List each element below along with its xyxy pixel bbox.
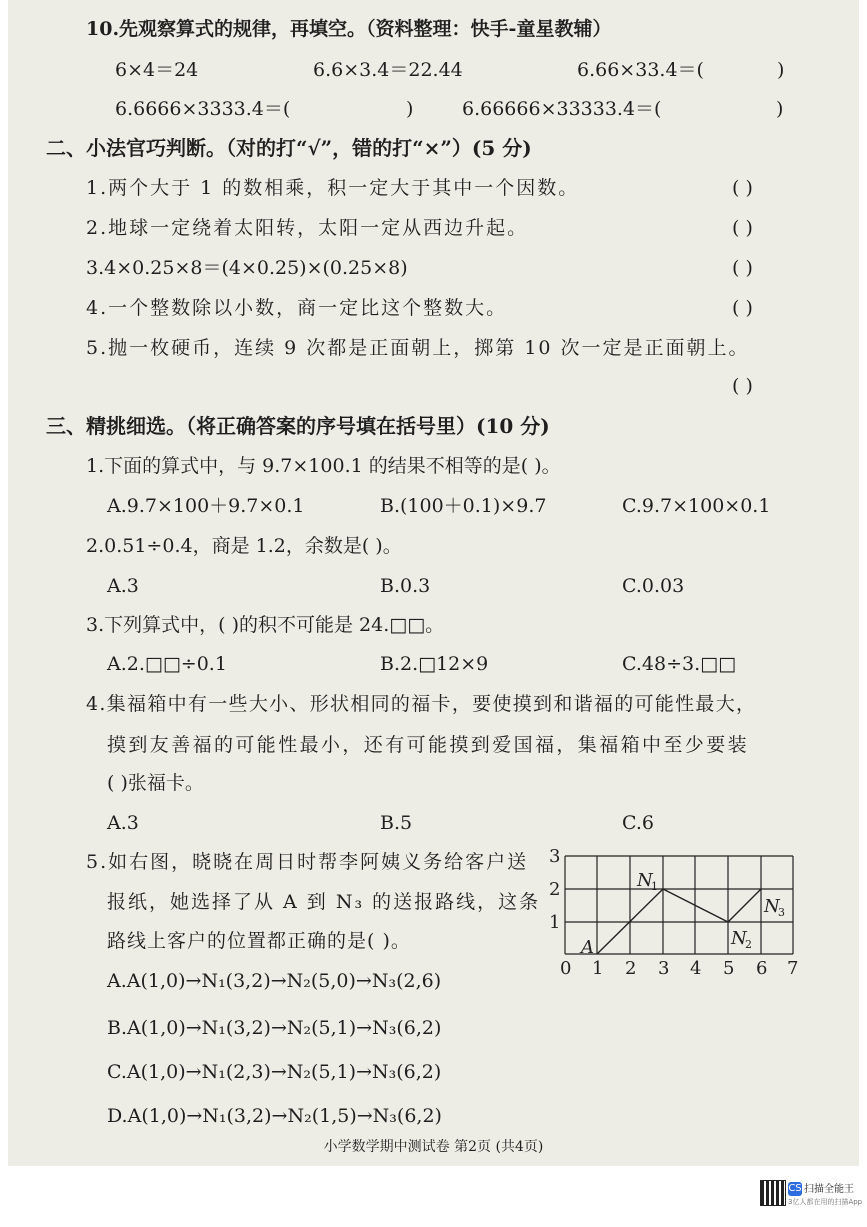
point-n3-sub: 3	[778, 906, 785, 919]
judge-answer-1[interactable]: ( )	[732, 177, 753, 199]
x-tick: 2	[625, 958, 637, 979]
q10-eq2: 6.6×3.4＝22.44	[313, 59, 463, 81]
choice-q4-line1: 4.集福箱中有一些大小、形状相同的福卡，要使摸到和谐福的可能性最大，	[86, 693, 757, 715]
judge-item-3: 3.4×0.25×8＝(4×0.25)×(0.25×8)	[86, 257, 408, 279]
judge-item-1: 1.两个大于 1 的数相乘，积一定大于其中一个因数。	[86, 177, 580, 199]
choice-q3-a[interactable]: A.2.□□÷0.1	[107, 653, 227, 675]
scanner-slogan: 3亿人都在用的扫描App	[788, 1198, 863, 1206]
q10-eq3-close: )	[777, 59, 785, 81]
point-n1-label: N	[637, 870, 653, 891]
choice-q3-stem: 3.下列算式中，( )的积不可能是 24.□□。	[86, 614, 445, 636]
x-tick: 4	[690, 958, 702, 979]
y-tick: 2	[549, 879, 561, 900]
q10-eq5: 6.66666×33333.4＝(	[462, 98, 662, 120]
choice-q1-b[interactable]: B.(100＋0.1)×9.7	[380, 495, 547, 517]
section3-header: 三、精挑细选。（将正确答案的序号填在括号里）(10 分)	[46, 414, 550, 438]
judge-answer-3[interactable]: ( )	[732, 257, 753, 279]
point-a-label: A	[581, 937, 594, 958]
judge-answer-4[interactable]: ( )	[732, 297, 753, 319]
choice-q3-b[interactable]: B.2.□12×9	[380, 653, 489, 675]
q10-eq4-close: )	[406, 98, 414, 120]
choice-q4-line3: ( )张福卡。	[107, 772, 204, 794]
point-n3-label: N	[764, 896, 780, 917]
point-n2-sub: 2	[745, 938, 752, 951]
choice-q4-line2: 摸到友善福的可能性最小，还有可能摸到爱国福，集福箱中至少要装	[107, 734, 750, 756]
judge-answer-5[interactable]: ( )	[732, 375, 753, 397]
x-tick: 0	[560, 958, 572, 979]
x-tick: 3	[658, 958, 670, 979]
point-n1-sub: 1	[651, 880, 658, 893]
choice-q1-a[interactable]: A.9.7×100＋9.7×0.1	[107, 495, 305, 517]
judge-item-4: 4.一个整数除以小数，商一定比这个整数大。	[86, 297, 508, 319]
route-grid-figure	[547, 842, 807, 982]
q10-eq4: 6.6666×3333.4＝(	[115, 98, 291, 120]
choice-q1-stem: 1.下面的算式中，与 9.7×100.1 的结果不相等的是( )。	[86, 455, 561, 477]
choice-q5-a[interactable]: A.A(1,0)→N₁(3,2)→N₂(5,0)→N₃(2,6)	[107, 970, 442, 992]
choice-q4-c[interactable]: C.6	[622, 812, 654, 834]
choice-q2-stem: 2.0.51÷0.4，商是 1.2，余数是( )。	[86, 535, 402, 557]
scanner-logo-icon: CS	[788, 1183, 802, 1194]
choice-q2-c[interactable]: C.0.03	[622, 575, 685, 597]
judge-answer-2[interactable]: ( )	[732, 217, 753, 239]
q10-title: 10.先观察算式的规律，再填空。（资料整理：快手-童星教辅）	[86, 18, 612, 40]
choice-q5-line1: 5.如右图，晓晓在周日时帮李阿姨义务给客户送	[86, 851, 529, 873]
scanner-watermark	[760, 1180, 863, 1210]
choice-q2-b[interactable]: B.0.3	[380, 575, 431, 597]
choice-q4-a[interactable]: A.3	[107, 812, 139, 834]
y-tick: 1	[549, 912, 561, 933]
point-n2-label: N	[731, 928, 747, 949]
choice-q4-b[interactable]: B.5	[380, 812, 413, 834]
choice-q5-c[interactable]: C.A(1,0)→N₁(2,3)→N₂(5,1)→N₃(6,2)	[107, 1061, 442, 1083]
choice-q1-c[interactable]: C.9.7×100×0.1	[622, 495, 771, 517]
grid-lines	[565, 856, 793, 954]
choice-q2-a[interactable]: A.3	[107, 575, 139, 597]
choice-q3-c[interactable]: C.48÷3.□□	[622, 653, 737, 675]
choice-q5-b[interactable]: B.A(1,0)→N₁(3,2)→N₂(5,1)→N₃(6,2)	[107, 1017, 442, 1039]
y-tick: 3	[549, 846, 561, 867]
qr-code-icon	[760, 1180, 786, 1206]
page-footer: 小学数学期中测试卷 第2页 (共4页)	[323, 1139, 544, 1155]
x-tick: 1	[592, 958, 604, 979]
choice-q5-line3: 路线上客户的位置都正确的是( )。	[107, 930, 411, 952]
x-tick: 7	[787, 958, 799, 979]
scanner-brand: 扫描全能王	[804, 1184, 854, 1195]
choice-q5-d[interactable]: D.A(1,0)→N₁(3,2)→N₂(1,5)→N₃(6,2)	[107, 1105, 442, 1127]
x-tick: 6	[756, 958, 768, 979]
judge-item-5: 5.抛一枚硬币，连续 9 次都是正面朝上，掷第 10 次一定是正面朝上。	[86, 337, 750, 359]
q10-eq5-close: )	[776, 98, 784, 120]
judge-item-2: 2.地球一定绕着太阳转，太阳一定从西边升起。	[86, 217, 529, 239]
q10-eq3: 6.66×33.4＝(	[577, 59, 704, 81]
x-tick: 5	[723, 958, 735, 979]
choice-q5-line2: 报纸，她选择了从 A 到 N₃ 的送报路线，这条	[107, 891, 541, 913]
q10-eq1: 6×4＝24	[115, 59, 199, 81]
section2-header: 二、小法官巧判断。（对的打“√”，错的打“×”）(5 分)	[46, 136, 532, 160]
